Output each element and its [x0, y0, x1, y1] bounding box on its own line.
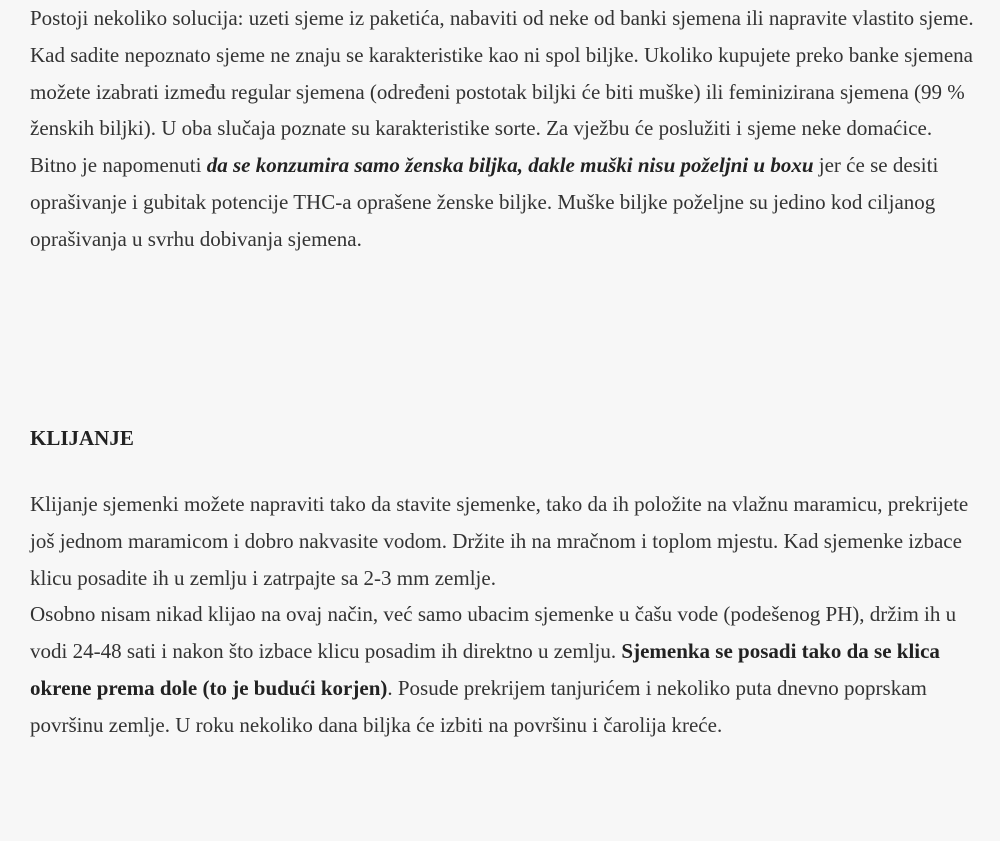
germination-text-a: Klijanje sjemenki možete napraviti tako da stavite sjemenke, tako da ih položite na vlažnu maramicu, prekrijete još jednom maramicom i dobro nakvasite vodom. Držite ih na mračnom i toplom mjestu. Kad sjemenke izbace klicu posadite ih u zemlju i zatrpajte sa 2-3 mm zemlje. — [30, 492, 969, 590]
germination-bold: Sjemenka se posadi tako da se klica okrene prema dole (to je budući korjen) — [30, 639, 940, 700]
intro-text-a: Postoji nekoliko solucija: uzeti sjeme iz paketića, nabaviti od neke od banki sjemena ili napravite vlastito sjeme. Kad sadite nepoznato sjeme ne znaju se karakteristike kao ni spol biljke. Ukoliko kupujete preko banke sjemena možete izabrati između regular sjemena (određeni postotak biljki će biti muške) ili feminizirana sjemena (99 % ženskih biljki). U oba slučaja poznate su karakteristike sorte. Za vježbu će poslužiti i sjeme neke domaćice. Bitno je napomenuti — [30, 6, 974, 178]
germination-text-b: Osobno nisam nikad klijao na ovaj način, već samo ubacim sjemenke u čašu vode (podešenog PH), držim ih u vodi 24-48 sati i nakon što izbace klicu posadim ih direktno u zemlju. — [30, 602, 957, 664]
section-heading: KLIJANJE — [30, 426, 134, 450]
intro-paragraph — [30, 0, 975, 258]
germination-paragraph — [30, 486, 990, 744]
germination-text-c: . Posude prekrijem tanjurićem i nekoliko puta dnevno poprskam površinu zemlje. U roku nekoliko dana biljka će izbiti na površinu i čarolija kreće. — [30, 675, 927, 737]
intro-text-b: jer će se desiti oprašivanje i gubitak potencije THC-a oprašene ženske biljke. Muške biljke poželjne su jedino kod ciljanog oprašivanja u svrhu dobivanja sjemena. — [30, 153, 939, 251]
intro-emphasis: da se konzumira samo ženska biljka, dakle muški nisu poželjni u boxu — [206, 153, 814, 178]
